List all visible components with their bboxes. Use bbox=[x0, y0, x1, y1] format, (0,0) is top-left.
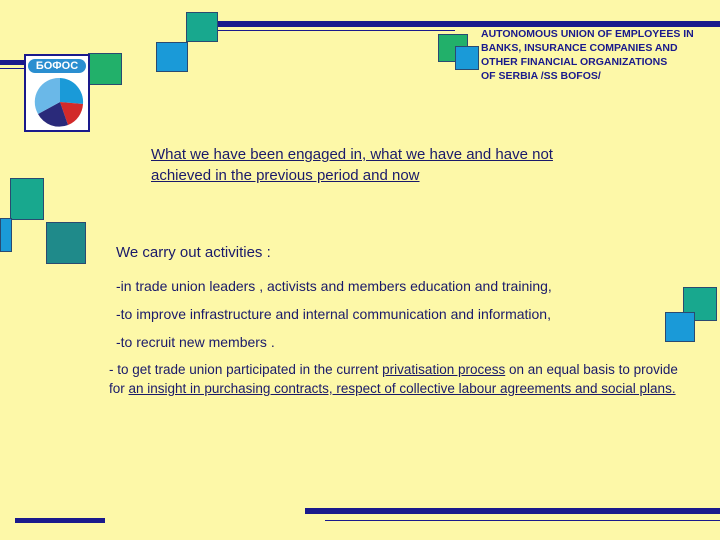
paragraph-text: on an equal basis to provide for bbox=[109, 362, 678, 396]
decor-square bbox=[186, 12, 218, 42]
organization-name bbox=[481, 27, 717, 83]
decor-square bbox=[0, 218, 12, 252]
activity-paragraph bbox=[109, 360, 679, 398]
union-logo bbox=[24, 54, 90, 132]
contracts-link[interactable]: an insight in purchasing contracts, respect of collective labour agreements and social plans. bbox=[128, 381, 676, 396]
logo-wordmark: БОФОС bbox=[28, 59, 86, 73]
org-line: AUTONOMOUS UNION OF EMPLOYEES IN bbox=[481, 28, 694, 40]
decor-square bbox=[455, 46, 479, 70]
org-line: OTHER FINANCIAL ORGANIZATIONS bbox=[481, 56, 668, 68]
decor-square bbox=[156, 42, 188, 72]
top-frame-thin-line bbox=[215, 30, 455, 31]
org-line: BANKS, INSURANCE COMPANIES AND bbox=[481, 42, 678, 54]
slide-title bbox=[151, 144, 691, 186]
decor-square bbox=[46, 222, 86, 264]
bottom-left-bar bbox=[15, 518, 105, 523]
privatisation-link[interactable]: privatisation process bbox=[382, 362, 506, 377]
activity-item: -to improve infrastructure and internal communication and information, bbox=[116, 306, 551, 322]
decor-square bbox=[665, 312, 695, 342]
decor-square bbox=[88, 53, 122, 85]
bottom-frame-bar bbox=[305, 508, 720, 514]
union-logo-icon bbox=[26, 74, 88, 130]
activities-heading: We carry out activities : bbox=[116, 244, 271, 261]
org-line: OF SERBIA /SS BOFOS/ bbox=[481, 70, 601, 82]
bottom-frame-thin-line bbox=[325, 520, 720, 521]
activity-item: -in trade union leaders , activists and members education and training, bbox=[116, 278, 552, 294]
title-line: achieved in the previous period and now bbox=[151, 167, 420, 184]
paragraph-text: - to get trade union participated in the current bbox=[109, 362, 383, 377]
title-line: What we have been engaged in, what we have and have not bbox=[151, 146, 553, 163]
activity-item: -to recruit new members . bbox=[116, 334, 275, 350]
decor-square bbox=[10, 178, 44, 220]
